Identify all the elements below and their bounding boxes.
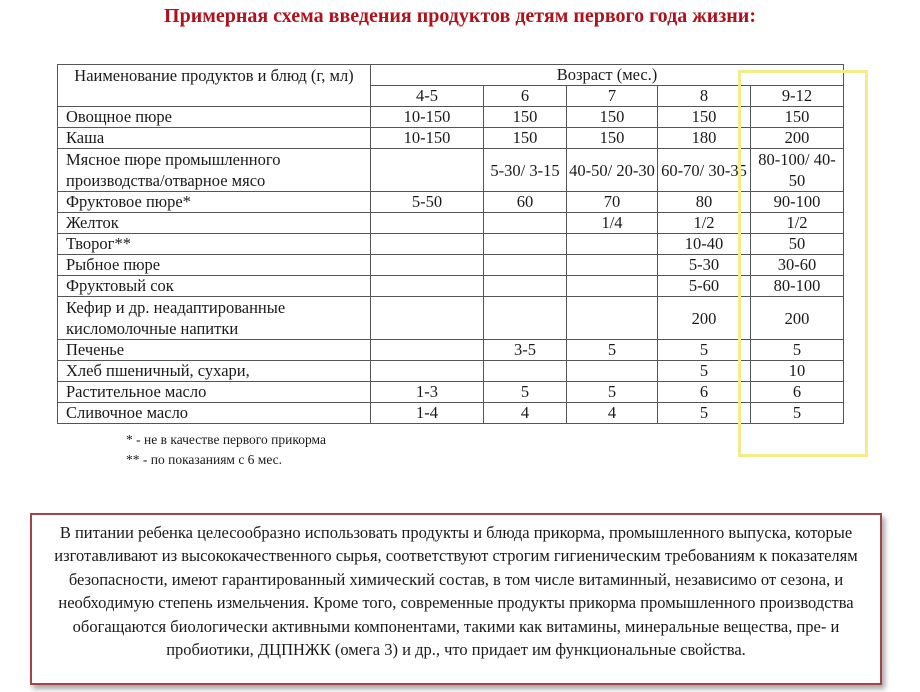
age-column-header: 9-12: [751, 86, 844, 107]
amount-cell: 70: [567, 192, 658, 213]
product-name-cell: Растительное масло: [58, 382, 371, 403]
age-column-header: 6: [484, 86, 567, 107]
amount-cell: 4: [567, 403, 658, 424]
amount-cell: 5-60: [658, 276, 751, 297]
product-name-cell: Желток: [58, 213, 371, 234]
product-name-cell: Каша: [58, 128, 371, 149]
age-column-header: 7: [567, 86, 658, 107]
amount-cell: [484, 213, 567, 234]
table-row: [58, 297, 844, 340]
product-name-cell: Печенье: [58, 340, 371, 361]
product-name-cell: Кефир и др. неадаптированные кисломолочные напитки: [58, 297, 371, 340]
amount-cell: [371, 297, 484, 340]
amount-cell: 150: [658, 107, 751, 128]
amount-cell: 1/4: [567, 213, 658, 234]
table-row: [58, 213, 844, 234]
amount-cell: 5: [751, 340, 844, 361]
amount-cell: [371, 340, 484, 361]
table-row: [58, 276, 844, 297]
info-text: В питании ребенка целесообразно использовать продукты и блюда прикорма, промышленного выпуска, которые изготавливают из высококачественного сырья, соответствуют строгим гигиеническим требованиям к показателям безопасности, имеют гарантированный химический состав, в том числе витаминный, независимо от сезона, и необходимую степень измельчения. Кроме того, современные продукты прикорма промышленного производства обогащаются биологически активными компонентами, такими как витамины, минеральные вещества, пре- и пробиотики, ДЦПНЖК (омега 3) и др., что придает им функциональные свойства.: [54, 523, 858, 660]
amount-cell: 200: [658, 297, 751, 340]
amount-cell: [567, 234, 658, 255]
amount-cell: 150: [484, 107, 567, 128]
product-name-header: Наименование продуктов и блюд (г, мл): [58, 65, 371, 107]
amount-cell: 80: [658, 192, 751, 213]
amount-cell: [371, 213, 484, 234]
amount-cell: 80-100/ 40-50: [751, 149, 844, 192]
amount-cell: 1-4: [371, 403, 484, 424]
amount-cell: [484, 297, 567, 340]
amount-cell: [484, 255, 567, 276]
amount-cell: 1/2: [658, 213, 751, 234]
amount-cell: 10-150: [371, 128, 484, 149]
product-name-cell: Фруктовое пюре*: [58, 192, 371, 213]
amount-cell: 40-50/ 20-30: [567, 149, 658, 192]
amount-cell: 150: [567, 107, 658, 128]
amount-cell: 10: [751, 361, 844, 382]
amount-cell: [371, 255, 484, 276]
product-name-cell: Фруктовый сок: [58, 276, 371, 297]
amount-cell: 5: [567, 340, 658, 361]
table-row: [58, 128, 844, 149]
amount-cell: 5-50: [371, 192, 484, 213]
amount-cell: 5-30: [658, 255, 751, 276]
amount-cell: [371, 234, 484, 255]
table-row: [58, 255, 844, 276]
product-name-cell: Овощное пюре: [58, 107, 371, 128]
amount-cell: 5: [567, 382, 658, 403]
amount-cell: 200: [751, 128, 844, 149]
age-9-12-highlight-frame: [738, 70, 868, 457]
amount-cell: [484, 361, 567, 382]
amount-cell: 5: [658, 361, 751, 382]
amount-cell: 6: [751, 382, 844, 403]
amount-cell: 30-60: [751, 255, 844, 276]
table-row: [58, 149, 844, 192]
amount-cell: 5-30/ 3-15: [484, 149, 567, 192]
amount-cell: 1/2: [751, 213, 844, 234]
amount-cell: [567, 297, 658, 340]
amount-cell: [371, 149, 484, 192]
amount-cell: [484, 276, 567, 297]
table-row: [58, 107, 844, 128]
amount-cell: 5: [658, 340, 751, 361]
table-row: [58, 234, 844, 255]
age-header: Возраст (мес.): [371, 65, 844, 86]
table-row: [58, 382, 844, 403]
amount-cell: 3-5: [484, 340, 567, 361]
age-column-header: 8: [658, 86, 751, 107]
amount-cell: 80-100: [751, 276, 844, 297]
amount-cell: [484, 234, 567, 255]
amount-cell: 60: [484, 192, 567, 213]
page-title: Примерная схема введения продуктов детям первого года жизни:: [164, 5, 756, 27]
amount-cell: 10-40: [658, 234, 751, 255]
amount-cell: 150: [567, 128, 658, 149]
amount-cell: [567, 276, 658, 297]
feeding-schema-table: [57, 64, 844, 424]
product-name-cell: Рыбное пюре: [58, 255, 371, 276]
table-body: [58, 107, 844, 424]
amount-cell: 10-150: [371, 107, 484, 128]
amount-cell: 5: [658, 403, 751, 424]
amount-cell: 50: [751, 234, 844, 255]
amount-cell: [371, 361, 484, 382]
table-row: [58, 192, 844, 213]
amount-cell: 5: [751, 403, 844, 424]
amount-cell: 90-100: [751, 192, 844, 213]
product-name-cell: Творог**: [58, 234, 371, 255]
amount-cell: 150: [484, 128, 567, 149]
age-column-header: 4-5: [371, 86, 484, 107]
product-name-cell: Мясное пюре промышленного производства/отварное мясо: [58, 149, 371, 192]
amount-cell: 6: [658, 382, 751, 403]
table-row: [58, 361, 844, 382]
amount-cell: [567, 255, 658, 276]
amount-cell: [371, 276, 484, 297]
amount-cell: 4: [484, 403, 567, 424]
table-row: [58, 340, 844, 361]
amount-cell: 1-3: [371, 382, 484, 403]
amount-cell: 180: [658, 128, 751, 149]
amount-cell: 150: [751, 107, 844, 128]
product-name-cell: Сливочное масло: [58, 403, 371, 424]
table-row: [58, 403, 844, 424]
product-name-cell: Хлеб пшеничный, сухари,: [58, 361, 371, 382]
footnotes: [126, 430, 326, 470]
amount-cell: 200: [751, 297, 844, 340]
amount-cell: 5: [484, 382, 567, 403]
footnote: * - не в качестве первого прикорма: [126, 432, 326, 447]
info-box: [30, 513, 882, 685]
amount-cell: 60-70/ 30-35: [658, 149, 751, 192]
amount-cell: [567, 361, 658, 382]
footnote: ** - по показаниям с 6 мес.: [126, 452, 283, 467]
